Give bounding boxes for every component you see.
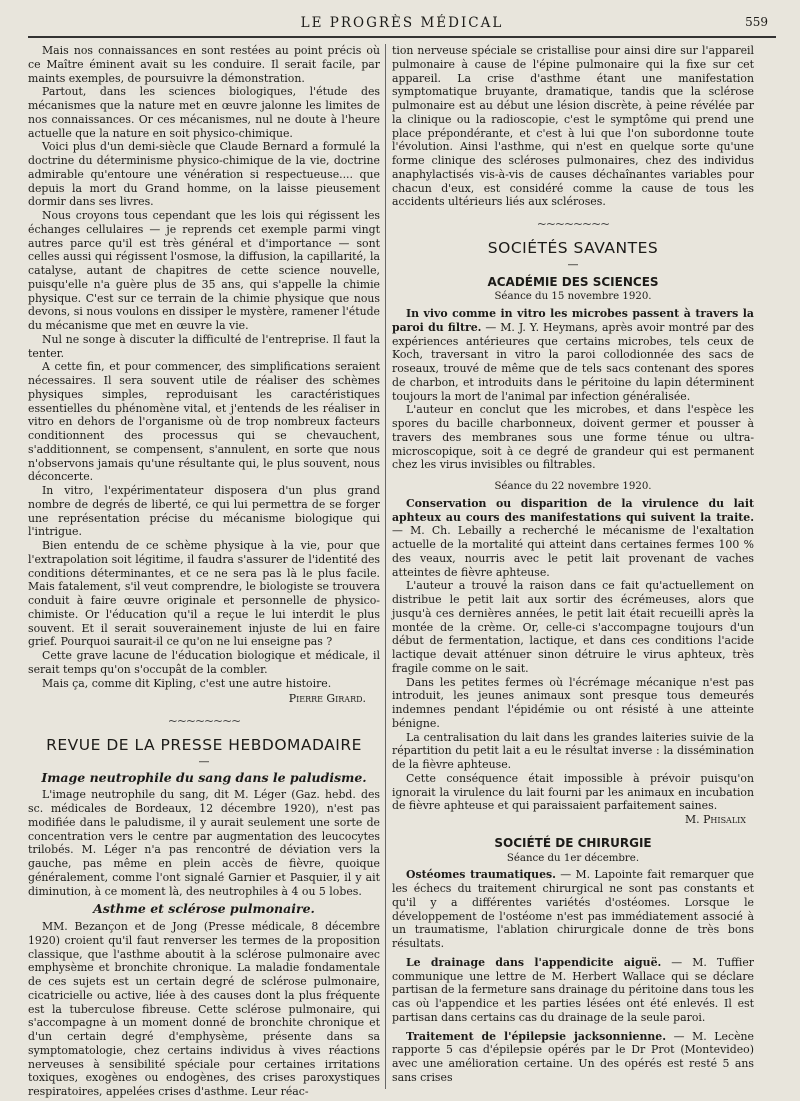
article-title-asthme: Asthme et sclérose pulmonaire. xyxy=(93,901,315,917)
ornamental-separator: ~~~~~~~~ xyxy=(167,714,241,728)
academy-paragraph: Cette conséquence était impossible à prévoir puisqu'on ignorait la virulence du lait fourni par les animaux en incubation de fièvre aphteuse et qui paraissaient parfaitement saines. xyxy=(392,771,754,813)
academy-paragraph: In vivo comme in vitro les microbes passent à travers la paroi du filtre. — M. J. Y. Heymans, après avoir montré par des expériences antérieures que certains microbes, tels ceux de Koch, traversant in vitro la paroi collodionnée des sacs de roseaux, trouvé de même que de tels sacs contenant des spores de charbon, et introduits dans le péritoine du lapin déterminent toujours la mort de l'animal par infection généralisée. xyxy=(392,307,754,403)
paragraph: Partout, dans les sciences biologiques, l'étude des mécanismes que la nature met en œuvre jalonne les limites de nos connaissances. Or ces mécanismes, nul ne doute à l'heure actuelle que la nature en soit physico-chimique. xyxy=(28,85,380,140)
title-dash: — xyxy=(198,754,210,768)
article-text: L'image neutrophile du sang, dit M. Léger (Gaz. hebd. des sc. médicales de Bordeaux, 12 décembre 1920), n'est pas modifiée dans le paludisme, il y aurait seulement une sorte de concentration vers le centre par augmentation des leucocytes trilobés. M. Léger n'a pas rencontré de déviation vers la gauche, pas même en plein accès de fièvre, quoique généralement, comme l'ont signalé Garnier et Pasquier, il y ait diminution, à ce moment là, des neutrophiles à 4 ou 5 lobes. xyxy=(28,788,380,898)
academy-paragraph: Dans les petites fermes où l'écrémage mécanique n'est pas introduit, les jeunes animaux sont presque tous demeurés indemnes pendant l'épidémie ou ont résisté à une atteinte bénigne. xyxy=(392,675,754,730)
paragraph: Cette grave lacune de l'éducation biologique et médicale, il serait temps qu'on s'occupât de la combler. xyxy=(28,649,380,676)
paragraph: Mais nos connaissances en sont restées au point précis où ce Maître éminent avait su les conduire. Il serait facile, par maints exemples, de poursuivre la démonstration. xyxy=(28,44,380,85)
paragraph: Bien entendu de ce schème physique à la vie, pour que l'extrapolation soit légitime, il faudra s'assurer de l'identité des conditions déterminantes, et ce ne sera pas là le plus facile. Mais fatalement, s'il veut comprendre, le biologiste se trouvera conduit à faire œuvre originale et personnelle de physico-chimiste. Or l'éducation qu'il a reçue le lui interdit le plus souvent. Et il serait souverainement injuste de lui en faire grief. Pourquoi saurait-il ce qu'on ne lui enseigne pas ? xyxy=(28,539,380,649)
article-text: MM. Bezançon et de Jong (Presse médicale, 8 décembre 1920) croient qu'il faut renverser les termes de la proposition classique, que l'asthme aboutit à la sclérose pulmonaire avec emphysème et bronchite chronique. La maladie fondamentale de ces sujets est un certain degré de sclérose pulmonaire, cicatricielle ou active, liée à des causes dont la plus fréquente est la tuberculose fibreuse. Cette sclérose pulmonaire, qui s'accompagne à un moment donné de bronchite chronique et d'un certain degré d'emphysème, présente dans sa symptomatologie, chez certains individus à vives réactions nerveuses à sensibilité spéciale pour certaines irritations toxiques, exogènes ou endogènes, des crises paroxystiques respiratoires, appelées crises d'asthme. Leur réac- xyxy=(28,920,380,1098)
session-date: Séance du 22 novembre 1920. xyxy=(494,481,652,492)
section-title-revue: REVUE DE LA PRESSE HEBDOMADAIRE xyxy=(46,735,362,754)
academy-paragraph: Conservation ou disparition de la virulence du lait aphteux au cours des manifestations qui suivent la traite. — M. Ch. Lebailly a recherché le mécanisme de l'exaltation actuelle de la mortalité qui atteint dans certaines fermes 100 % des veaux, nourris avec le petit lait provenant de vaches atteintes de fièvre aphteuse. xyxy=(392,496,754,579)
right-column xyxy=(392,44,754,1089)
communication-title: Le drainage dans l'appendicite aiguë. xyxy=(406,955,662,969)
author-signature: Pierre Girard. xyxy=(288,692,366,706)
communication-title: Ostéomes traumatiques. xyxy=(406,868,556,882)
session-date: Séance du 1er décembre. xyxy=(506,852,640,864)
surgery-paragraph: Ostéomes traumatiques. — M. Lapointe fait remarquer que les échecs du traitement chirurgical ne sont pas constants et qu'il y a différentes variétés d'ostéomes. Lorsque le développement de l'ostéome n'est pas immédiatement associé à un traumatisme, l'ablation chirurgicale donne de très bons résultats. xyxy=(392,868,755,950)
academy-paragraph: L'auteur en conclut que les microbes, et dans l'espèce les spores du bacille charbonneux, doivent germer et pousser à travers des membranes sous une forme ténue ou ultra-microscopique, soit à ce degré de grandeur qui est permanent chez les virus invisibles ou filtrables. xyxy=(392,403,754,472)
running-head xyxy=(28,12,776,36)
session-date: Séance du 15 novembre 1920. xyxy=(494,291,652,303)
section-title-societes: SOCIÉTÉS SAVANTES xyxy=(487,238,659,257)
header-rule xyxy=(28,36,776,38)
column-rule xyxy=(385,44,386,1089)
paragraph: Voici plus d'un demi-siècle que Claude Bernard a formulé la doctrine du déterminisme physico-chimique de la vie, doctrine admirable qu'entoure une vénération si respectueuse.... que depuis la mort du Grand homme, on la laisse pieusement dormir dans ses livres. xyxy=(28,140,380,209)
left-column xyxy=(28,44,380,1098)
communication-title: In vivo comme in vitro les microbes passent à travers la paroi du filtre. xyxy=(392,307,754,334)
paragraph: Nous croyons tous cependant que les lois qui régissent les échanges cellulaires — je reprends cet exemple parmi vingt autres parce qu'il est très général et d'importance — sont celles aussi qui régissent l'osmose, la diffusion, la capillarité, la catalyse, autant de chapitres de cette science nouvelle, puisqu'elle n'a guère plus de 35 ans, qui s'appelle la chimie physique. C'est sur ce terrain de la chimie physique que nous devons, si nous voulons en dissiper le mystère, ramener l'étude du mécanisme que met en œuvre la vie. xyxy=(28,209,380,332)
academy-paragraph: L'auteur a trouvé la raison dans ce fait qu'actuellement on distribue le petit lait aux sortir des écrémeuses, alors que jusqu'à ces dernières années, le petit lait était recueilli après la montée de la crème. Or, celle-ci s'accompagne toujours d'un début de fermentation, lactique, et dans ces conditions l'acide lactique devait atténuer sinon détruire le virus aphteux, très fragile comme on le sait. xyxy=(392,579,754,675)
paragraph: Nul ne songe à discuter la difficulté de l'entreprise. Il faut la tenter. xyxy=(28,332,380,360)
continued-text: tion nerveuse spéciale se cristallise pour ainsi dire sur l'appareil pulmonaire à cause de l'épine pulmonaire qui la fixe sur cet appareil. La crise d'asthme étant une manifestation symptomatique bruyante, dramatique, tandis que la sclérose pulmonaire est au début une lésion discrète, à peine révélée par la clinique ou la radioscopie, c'est le symptôme qui prend une place prépondérante, et c'est à lui que l'on subordonne toute l'évolution. Ainsi l'asthme, qui n'est en quelque sorte qu'une forme clinique des scléroses pulmonaires, chez des individus anaphylactisés vis-à-vis de causes déchaînantes variables pour chacun d'eux, est considéré comme la cause de tous les accidents ultérieurs liés aux scléroses. xyxy=(392,44,754,209)
academy-paragraph: La centralisation du lait dans les grandes laiteries suivie de la répartition du petit lait a eu le résultat inverse : la dissémination de la fièvre aphteuse. xyxy=(392,730,754,771)
surgery-paragraph: Traitement de l'épilepsie jacksonnienne. — M. Lecène rapporte 5 cas d'épilepsie opérés par le Dr Prot (Montevideo) avec une amélioration certaine. Un des opérés est resté 5 ans sans crises xyxy=(392,1029,754,1084)
title-dash: — xyxy=(567,257,579,271)
running-title: LE PROGRÈS MÉDICAL xyxy=(300,15,504,31)
article-title-neutrophile: Image neutrophile du sang dans le paludisme. xyxy=(41,769,367,785)
paragraph: In vitro, l'expérimentateur disposera d'un plus grand nombre de degrés de liberté, ce qui lui permettra de se forger une représentation précise du mécanisme biologique qui l'intrigue. xyxy=(28,484,380,539)
author-signature: M. Phisalix xyxy=(685,813,746,826)
communication-title: Traitement de l'épilepsie jacksonnienne. xyxy=(406,1029,666,1043)
ornamental-separator: ~~~~~~~~ xyxy=(536,217,610,231)
subsection-title-chirurgie: SOCIÉTÉ DE CHIRURGIE xyxy=(494,835,652,850)
surgery-paragraph: Le drainage dans l'appendicite aiguë. — M. Tuffier communique une lettre de M. Herbert Wallace qui se déclare partisan de la fermeture sans drainage du péritoine dans tous les cas où l'appendice et les parties lésées ont été enlevés. Il est partisan dans certains cas du drainage de la seule paroi. xyxy=(392,955,754,1024)
communication-title: Conservation ou disparition de la virulence du lait aphteux au cours des manifestations qui suivent la traite. xyxy=(392,496,754,524)
paragraph: Mais ça, comme dit Kipling, c'est une autre histoire. xyxy=(42,676,332,690)
page-number: 559 xyxy=(745,15,768,29)
paragraph: A cette fin, et pour commencer, des simplifications seraient nécessaires. Il sera souvent utile de réaliser des schèmes physiques simples, reproduisant les caractéristiques essentielles du phénomène vital, et j'entends de les réaliser in vitro en dehors de l'organisme où de trop nombreux facteurs conditionnent des processus qui se chevauchent, s'additionnent, se compensent, s'annulent, en sorte que nous n'observons jamais qu'une résultante qui, le plus souvent, nous déconcerte. xyxy=(28,360,380,484)
subsection-title-academie: ACADÉMIE DES SCIENCES xyxy=(487,274,659,289)
